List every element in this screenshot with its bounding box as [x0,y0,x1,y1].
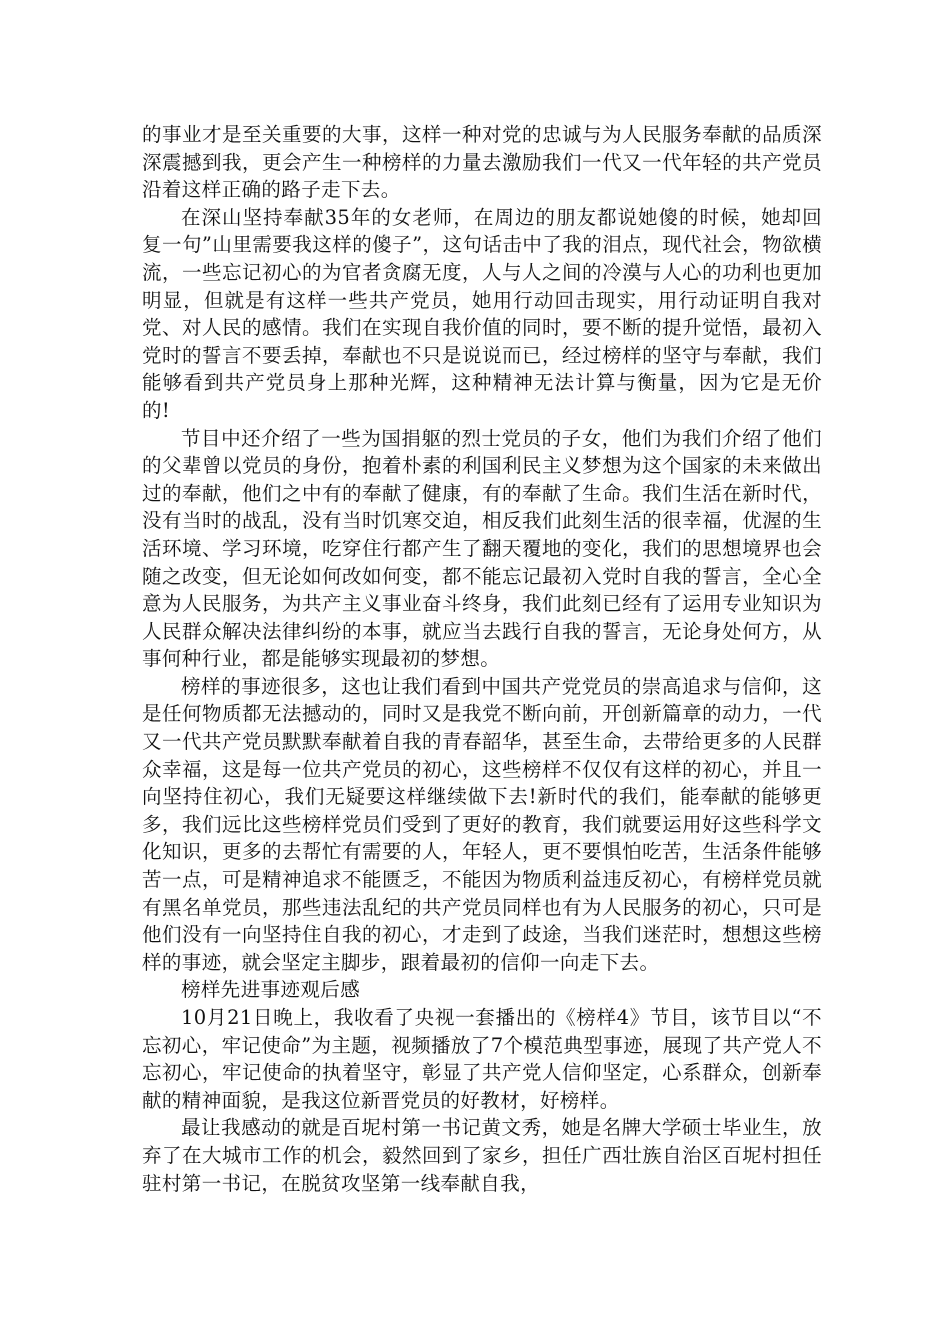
paragraph-program-intro: 10月21日晚上，我收看了央视一套播出的《榜样4》节目，该节目以“不忘初心，牢记使命”为主题，视频播放了7个模范典型事迹，展现了共产党人不忘初心，牢记使命的执着坚守，彰显了共产党人信仰坚定，心系群众，创新奉献的精神面貌，是我这位新晋党员的好教材，好榜样。 [142,1006,822,1112]
paragraph-continuation: 的事业才是至关重要的大事，这样一种对党的忠诚与为人民服务奉献的品质深深震撼到我，更会产生一种榜样的力量去激励我们一代又一代年轻的共产党员沿着这样正确的路子走下去。 [142,123,822,202]
document-body [142,121,822,1197]
paragraph-huang-wenxiu: 最让我感动的就是百坭村第一书记黄文秀，她是名牌大学硕士毕业生，放弃了在大城市工作的机会，毅然回到了家乡，担任广西壮族自治区百坭村担任驻村第一书记，在脱贫攻坚第一线奉献自我， [142,1116,822,1195]
paragraph-role-models: 榜样的事迹很多，这也让我们看到中国共产党党员的崇高追求与信仰，这是任何物质都无法撼动的，同时又是我党不断向前，开创新篇章的动力，一代又一代共产党员默默奉献着自我的青春韶华，甚至生命，去带给更多的人民群众幸福，这是每一位共产党员的初心，这些榜样不仅仅有这样的初心，并且一向坚持住初心，我们无疑要这样继续做下去!新时代的我们，能奉献的能够更多，我们远比这些榜样党员们受到了更好的教育，我们就要运用好这些科学文化知识，更多的去帮忙有需要的人，年轻人，更不要惧怕吃苦，生活条件能够苦一点，可是精神追求不能匮乏，不能因为物质利益违反初心，有榜样党员就有黑名单党员，那些违法乱纪的共产党员同样也有为人民服务的初心，只可是他们没有一向坚持住自我的初心，才走到了歧途，当我们迷茫时，想想这些榜样的事迹，就会坚定主脚步，跟着最初的信仰一向走下去。 [142,674,822,974]
paragraph-female-teacher: 在深山坚持奉献35年的女老师，在周边的朋友都说她傻的时候，她却回复一句”山里需要我这样的傻子”，这句话击中了我的泪点，现代社会，物欲横流，一些忘记初心的为官者贪腐无度，人与人之间的冷漠与人心的功利也更加明显，但就是有这样一些共产党员，她用行动回击现实，用行动证明自我对党、对人民的感情。我们在实现自我价值的同时，要不断的提升觉悟，最初入党时的誓言不要丢掉，奉献也不只是说说而已，经过榜样的坚守与奉献，我们能够看到共产党员身上那种光辉，这种精神无法计算与衡量，因为它是无价的! [142,205,822,422]
paragraph-martyrs-children: 节目中还介绍了一些为国捐躯的烈士党员的子女，他们为我们介绍了他们的父辈曾以党员的身份，抱着朴素的利国利民主义梦想为这个国家的未来做出过的奉献，他们之中有的奉献了健康，有的奉献了生命。我们生活在新时代，没有当时的战乱，没有当时饥寒交迫，相反我们此刻生活的很幸福，优渥的生活环境、学习环境，吃穿住行都产生了翻天覆地的变化，我们的思想境界也会随之改变，但无论如何改如何变，都不能忘记最初入党时自我的誓言，全心全意为人民服务，为共产主义事业奋斗终身，我们此刻已经有了运用专业知识为人民群众解决法律纠纷的本事，就应当去践行自我的誓言，无论身处何方，从事何种行业，都是能够实现最初的梦想。 [142,426,822,671]
section-heading: 榜样先进事迹观后感 [181,978,361,1002]
